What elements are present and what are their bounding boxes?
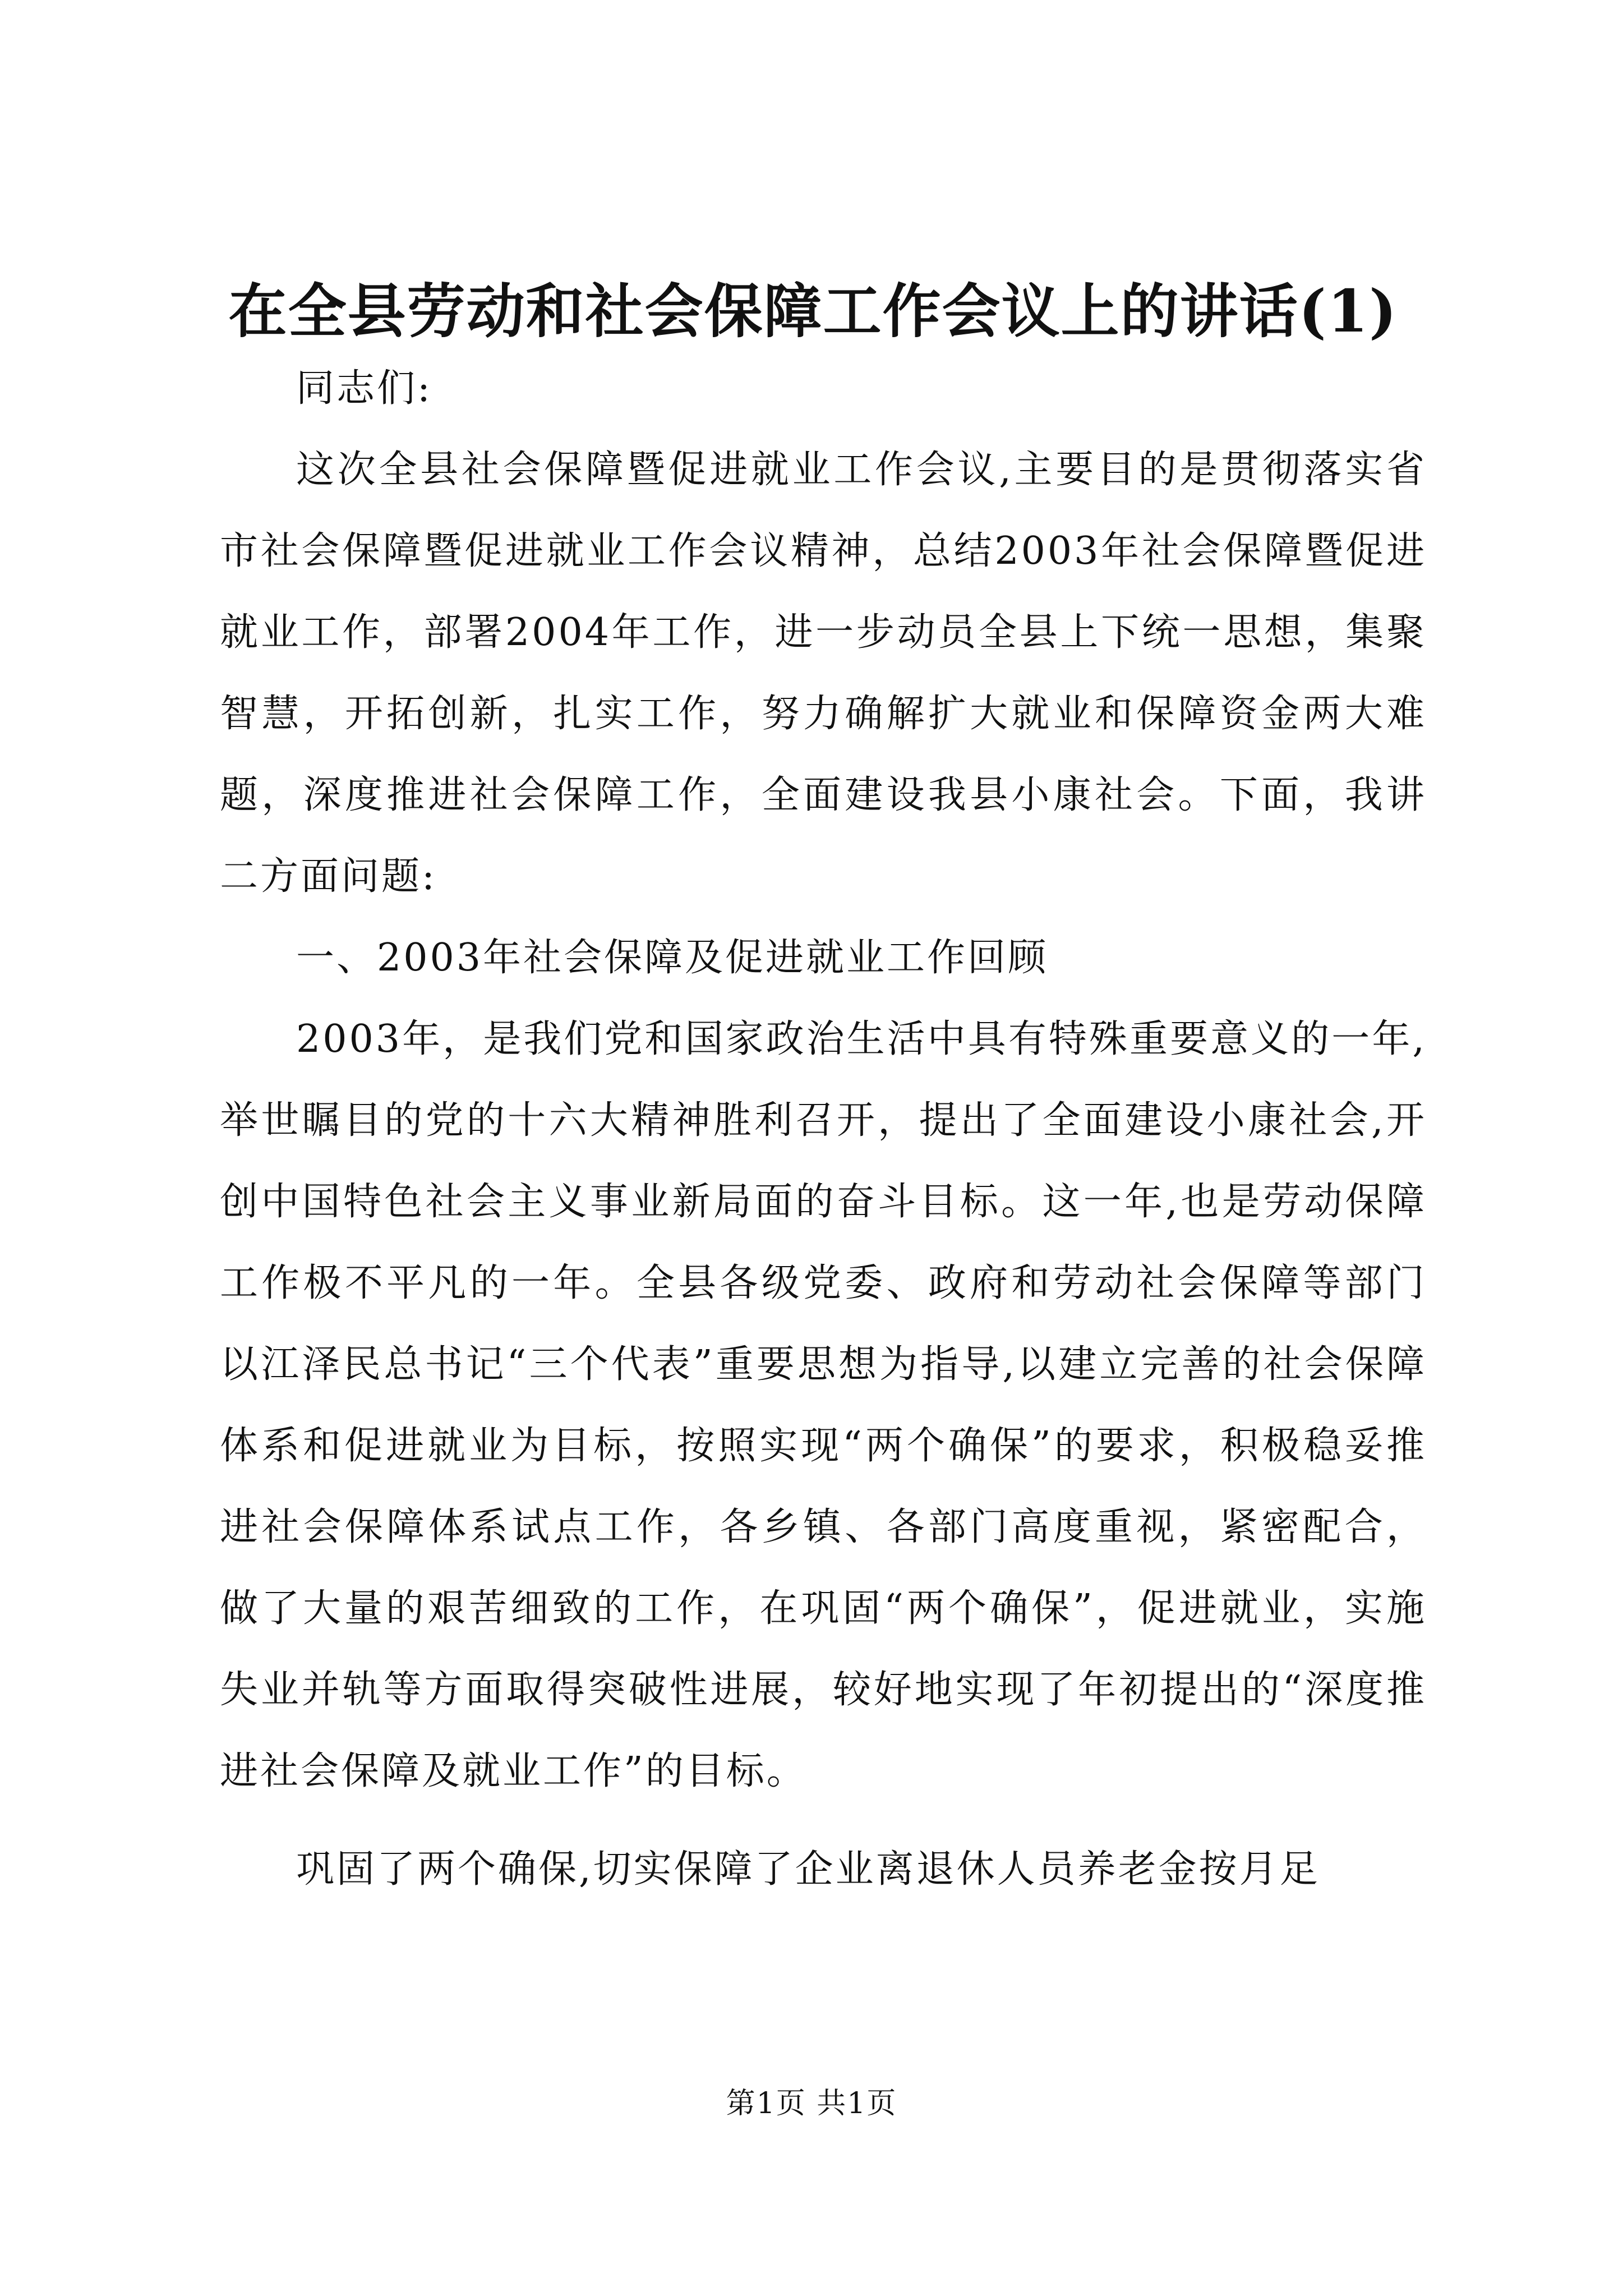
review-paragraph: 2003年，是我们党和国家政治生活中具有特殊重要意义的一年,举世瞩目的党的十六大精神胜利召开，提出了全面建设小康社会,开创中国特色社会主义事业新局面的奋斗目标。这一年,也是劳动保障工作极不平凡的一年。全县各级党委、政府和劳动社会保障等部门以江泽民总书记“三个代表”重要思想为指导,以建立完善的社会保障体系和促进就业为目标，按照实现“两个确保”的要求，积极稳妥推进社会保障体系试点工作，各乡镇、各部门高度重视，紧密配合，做了大量的艰苦细致的工作，在巩固“两个确保”，促进就业，实施失业并轨等方面取得突破性进展，较好地实现了年初提出的“深度推进社会保障及就业工作”的目标。 [220,1017,1427,1793]
intro-paragraph: 这次全县社会保障暨促进就业工作会议,主要目的是贯彻落实省市社会保障暨促进就业工作会议精神，总结2003年社会保障暨促进就业工作，部署2004年工作，进一步动员全县上下统一思想，集聚智慧，开拓创新，扎实工作，努力确解扩大就业和保障资金两大难题，深度推进社会保障工作，全面建设我县小康社会。下面，我讲二方面问题: [220,448,1427,899]
document-title: 在全县劳动和社会保障工作会议上的讲话(1) [228,277,1398,346]
continuation-paragraph: 巩固了两个确保,切实保障了企业离退休人员养老金按月足 [296,1847,1320,1892]
document-body [220,348,1427,1910]
section-heading: 一、2003年社会保障及促进就业工作回顾 [296,936,1049,980]
page-footer: 第1页 共1页 [726,2087,897,2120]
salutation-paragraph: 同志们: [296,366,432,411]
